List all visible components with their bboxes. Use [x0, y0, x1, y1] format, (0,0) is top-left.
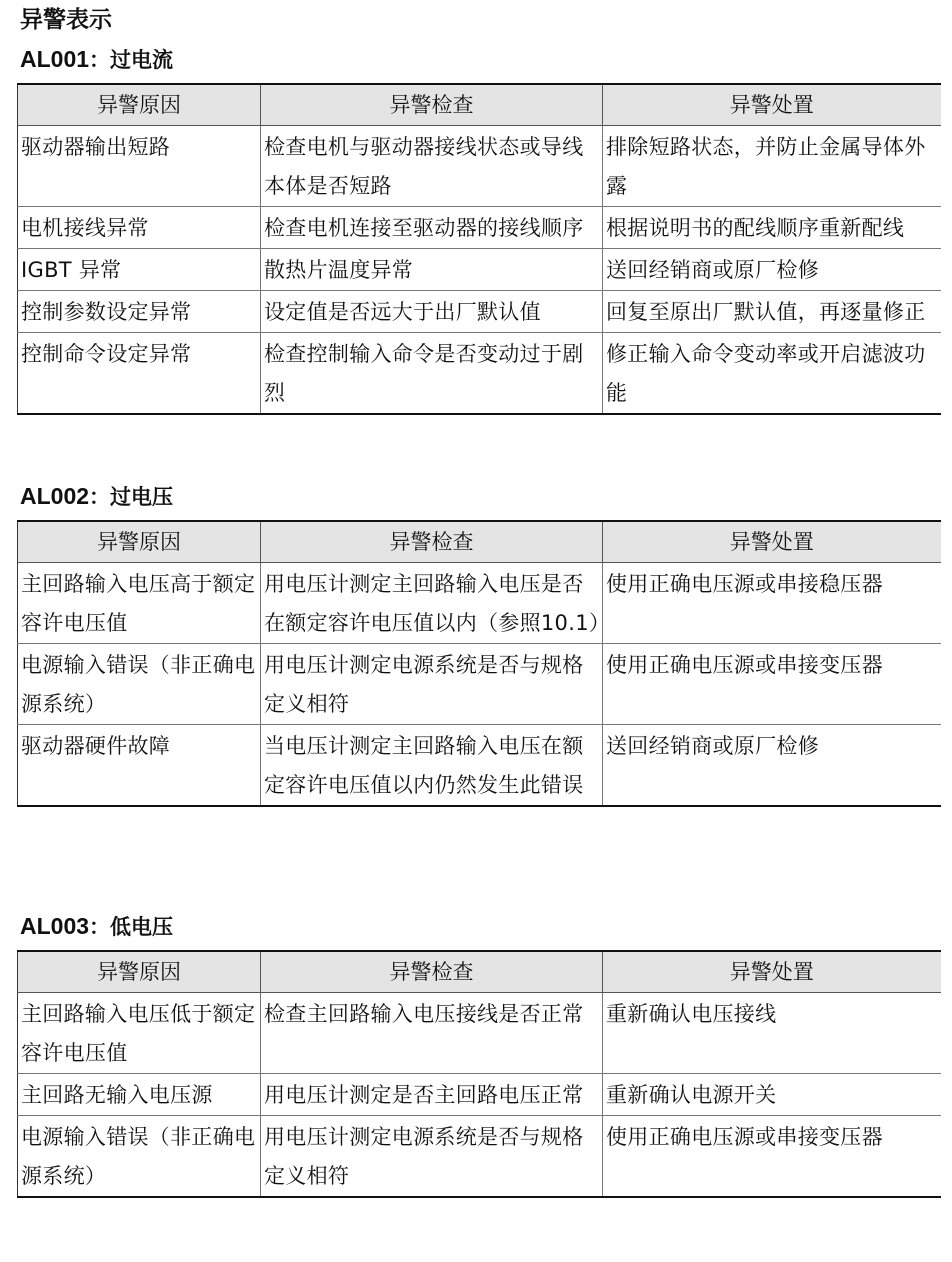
- cell-cause: 电源输入错误（非正确电源系统）: [18, 644, 261, 725]
- cell-cause: 电源输入错误（非正确电源系统）: [18, 1116, 261, 1198]
- cell-action: 根据说明书的配线顺序重新配线: [603, 207, 941, 249]
- cell-cause: 驱动器硬件故障: [18, 725, 261, 807]
- cell-check: 检查电机与驱动器接线状态或导线本体是否短路: [261, 126, 603, 207]
- cell-check: 检查主回路输入电压接线是否正常: [261, 993, 603, 1074]
- table-row: [18, 644, 941, 725]
- header-action: 异警处置: [603, 951, 941, 993]
- table-row: [18, 249, 941, 291]
- cell-action: 使用正确电压源或串接变压器: [603, 1116, 941, 1198]
- table-header-row: [18, 951, 941, 993]
- cell-check: 用电压计测定主回路输入电压是否在额定容许电压值以内（参照10.1）: [261, 563, 603, 644]
- table-row: [18, 207, 941, 249]
- cell-cause: 主回路无输入电压源: [18, 1074, 261, 1116]
- cell-cause: 主回路输入电压高于额定容许电压值: [18, 563, 261, 644]
- separator: ：: [89, 485, 111, 509]
- table-row: [18, 725, 941, 807]
- cell-cause: 控制命令设定异常: [18, 333, 261, 415]
- cell-check: 用电压计测定是否主回路电压正常: [261, 1074, 603, 1116]
- section-title-al001: [20, 44, 173, 75]
- cell-action: 重新确认电压接线: [603, 993, 941, 1074]
- cell-cause: 控制参数设定异常: [18, 291, 261, 333]
- separator: ：: [89, 48, 111, 72]
- cell-check: 当电压计测定主回路输入电压在额定容许电压值以内仍然发生此错误: [261, 725, 603, 807]
- table-row: [18, 1074, 941, 1116]
- header-action: 异警处置: [603, 84, 941, 126]
- separator: ：: [89, 915, 111, 939]
- cell-action: 送回经销商或原厂检修: [603, 249, 941, 291]
- header-cause: 异警原因: [18, 84, 261, 126]
- cell-action: 使用正确电压源或串接变压器: [603, 644, 941, 725]
- cell-cause: IGBT 异常: [18, 249, 261, 291]
- alarm-name: 低电压: [110, 915, 174, 939]
- alarm-code: AL003: [20, 913, 90, 939]
- cell-cause: 驱动器输出短路: [18, 126, 261, 207]
- table-row: [18, 126, 941, 207]
- header-check: 异警检查: [261, 521, 603, 563]
- table-row: [18, 993, 941, 1074]
- table-header-row: [18, 521, 941, 563]
- cell-action: 使用正确电压源或串接稳压器: [603, 563, 941, 644]
- cell-action: 送回经销商或原厂检修: [603, 725, 941, 807]
- cell-action: 修正输入命令变动率或开启滤波功能: [603, 333, 941, 415]
- cell-cause: 电机接线异常: [18, 207, 261, 249]
- cell-check: 检查控制输入命令是否变动过于剧烈: [261, 333, 603, 415]
- cell-action: 排除短路状态，并防止金属导体外露: [603, 126, 941, 207]
- cell-check: 检查电机连接至驱动器的接线顺序: [261, 207, 603, 249]
- header-check: 异警检查: [261, 951, 603, 993]
- table-row: [18, 563, 941, 644]
- table-header-row: [18, 84, 941, 126]
- page-title: 异警表示: [20, 7, 112, 33]
- cell-check: 用电压计测定电源系统是否与规格定义相符: [261, 644, 603, 725]
- section-title-al002: [20, 481, 173, 512]
- header-cause: 异警原因: [18, 521, 261, 563]
- alarm-name: 过电流: [110, 48, 174, 72]
- cell-check: 设定值是否远大于出厂默认值: [261, 291, 603, 333]
- alarm-table-al003: [17, 950, 941, 1198]
- cell-cause: 主回路输入电压低于额定容许电压值: [18, 993, 261, 1074]
- table-row: [18, 333, 941, 415]
- alarm-table-al002: [17, 520, 941, 807]
- alarm-code: AL001: [20, 46, 90, 72]
- cell-check: 散热片温度异常: [261, 249, 603, 291]
- cell-action: 重新确认电源开关: [603, 1074, 941, 1116]
- cell-check: 用电压计测定电源系统是否与规格定义相符: [261, 1116, 603, 1198]
- header-cause: 异警原因: [18, 951, 261, 993]
- alarm-table-al001: [17, 83, 941, 415]
- header-action: 异警处置: [603, 521, 941, 563]
- header-check: 异警检查: [261, 84, 603, 126]
- cell-action: 回复至原出厂默认值，再逐量修正: [603, 291, 941, 333]
- table-row: [18, 1116, 941, 1198]
- alarm-code: AL002: [20, 483, 90, 509]
- alarm-name: 过电压: [110, 485, 174, 509]
- section-title-al003: [20, 911, 173, 942]
- table-row: [18, 291, 941, 333]
